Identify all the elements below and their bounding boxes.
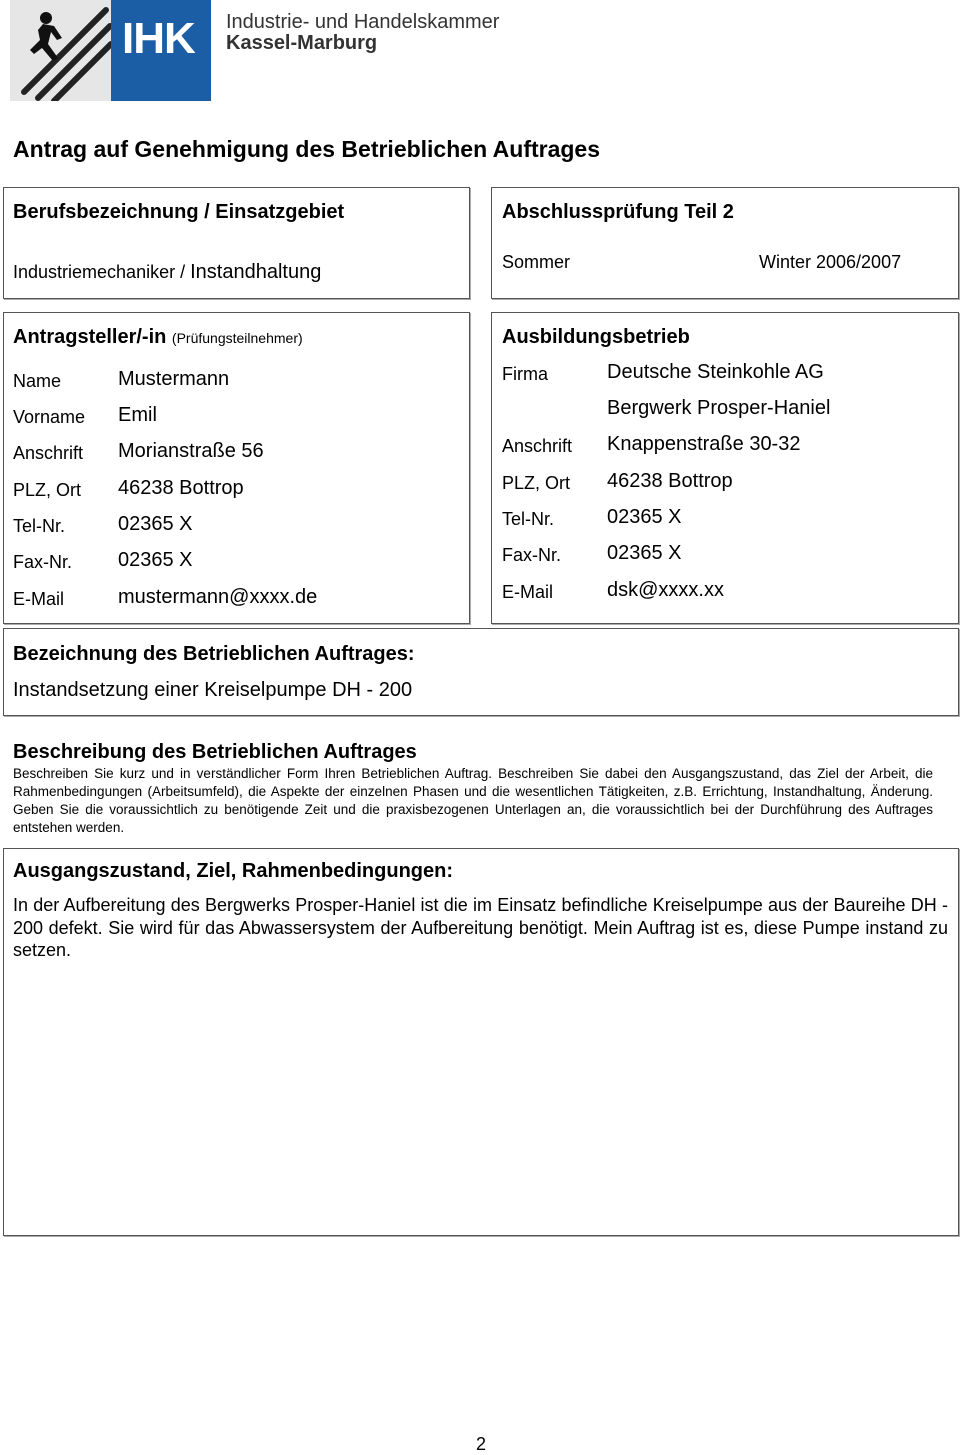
auftrag-box [3,628,959,716]
betrieb-header: Ausbildungsbetrieb [502,326,690,348]
betrieb-value-fax: 02365 X [607,542,682,564]
antragsteller-value-fax: 02365 X [118,549,193,571]
instructions-text: Beschreiben Sie kurz und in verständlicher Form Ihren Betrieblichen Auftrag. Beschreiben Sie dabei den Ausgangszustand, das Ziel der Arbeit, die Rahmenbedingungen (Arbeitsumfeld), die Aspekte der einzelnen Phasen und die wesentlichen Tätigkeiten, z.B. Errichtung, Instandhaltung, Änderung. Geben Sie die voraussichtlich zu benötigende Zeit und die praxisbezogenen Unterlagen an, die voraussichtlich bei der Durchführung des Auftrages entstehen werden. [13,766,933,835]
antragsteller-label-anschrift: Anschrift [13,443,84,463]
beschreibung-header: Beschreibung des Betrieblichen Auftrages [13,741,417,763]
betrieb-value-tel: 02365 X [607,506,682,528]
page-number: 2 [476,1434,487,1454]
winter-option: Winter 2006/2007 [759,252,902,272]
org-name-line1: Industrie- und Handelskammer [226,11,500,33]
betrieb-label-firma: Firma [502,364,548,384]
logo-text: IHK [122,14,195,63]
antragsteller-label-tel: Tel-Nr. [13,516,66,536]
antragsteller-subtitle: (Prüfungsteilnehmer) [171,330,303,346]
summer-option: Sommer [502,252,571,272]
antragsteller-value-name: Mustermann [118,368,230,390]
antragsteller-value-plz: 46238 Bottrop [118,477,244,499]
antragsteller-value-anschrift: Morianstraße 56 [118,440,264,462]
antragsteller-label-vorname: Vorname [13,407,86,427]
beruf-value-a: Industriemechaniker / [13,262,191,282]
betrieb-value-firma-2: Bergwerk Prosper-Haniel [607,397,831,419]
antragsteller-label-email: E-Mail [13,589,65,609]
document-title: Antrag auf Genehmigung des Betrieblichen Auftrages [13,136,601,162]
betrieb-label-plz: PLZ, Ort [502,473,571,493]
pruefung-header: Abschlussprüfung Teil 2 [502,201,734,223]
betrieb-value-email: dsk@xxxx.xx [607,579,724,601]
auftrag-value: Instandsetzung einer Kreiselpumpe DH - 200 [13,679,413,701]
betrieb-value-anschrift: Knappenstraße 30-32 [607,433,801,455]
betrieb-box [491,312,959,624]
betrieb-label-anschrift: Anschrift [502,436,573,456]
ihk-logo [10,0,211,101]
betrieb-value-firma: Deutsche Steinkohle AG [607,361,824,383]
ausgang-header: Ausgangszustand, Ziel, Rahmenbedingungen: [13,860,454,882]
beschreibung-instructions [13,765,933,837]
ausgang-text: In der Aufbereitung des Bergwerks Prosper-Haniel ist die im Einsatz befindliche Kreiselpumpe aus der Baureihe DH - 200 defekt. Sie wird für das Abwassersystem der Aufbereitung benötigt. Mein Auftrag ist es, diese Pumpe instand zu setzen. [13,895,948,960]
antragsteller-value-tel: 02365 X [118,513,193,535]
antragsteller-header [13,326,303,349]
antragsteller-value-vorname: Emil [118,404,157,426]
beruf-header: Berufsbezeichnung / Einsatzgebiet [13,201,345,223]
betrieb-label-tel: Tel-Nr. [502,509,555,529]
auftrag-header: Bezeichnung des Betrieblichen Auftrages: [13,643,415,665]
antragsteller-title: Antragsteller/-in [13,326,167,348]
antragsteller-label-fax: Fax-Nr. [13,552,73,572]
logo-emblem-icon [10,0,111,101]
betrieb-label-fax: Fax-Nr. [502,545,562,565]
antragsteller-box [3,312,470,624]
org-name [226,12,499,54]
beruf-value-b: Instandhaltung [190,261,322,283]
org-name-line2: Kassel-Marburg [226,32,378,54]
betrieb-label-email: E-Mail [502,582,554,602]
antragsteller-label-plz: PLZ, Ort [13,480,82,500]
antragsteller-value-email: mustermann@xxxx.de [118,586,318,608]
betrieb-value-plz: 46238 Bottrop [607,470,733,492]
antragsteller-label-name: Name [13,371,62,391]
beruf-value [13,261,321,284]
